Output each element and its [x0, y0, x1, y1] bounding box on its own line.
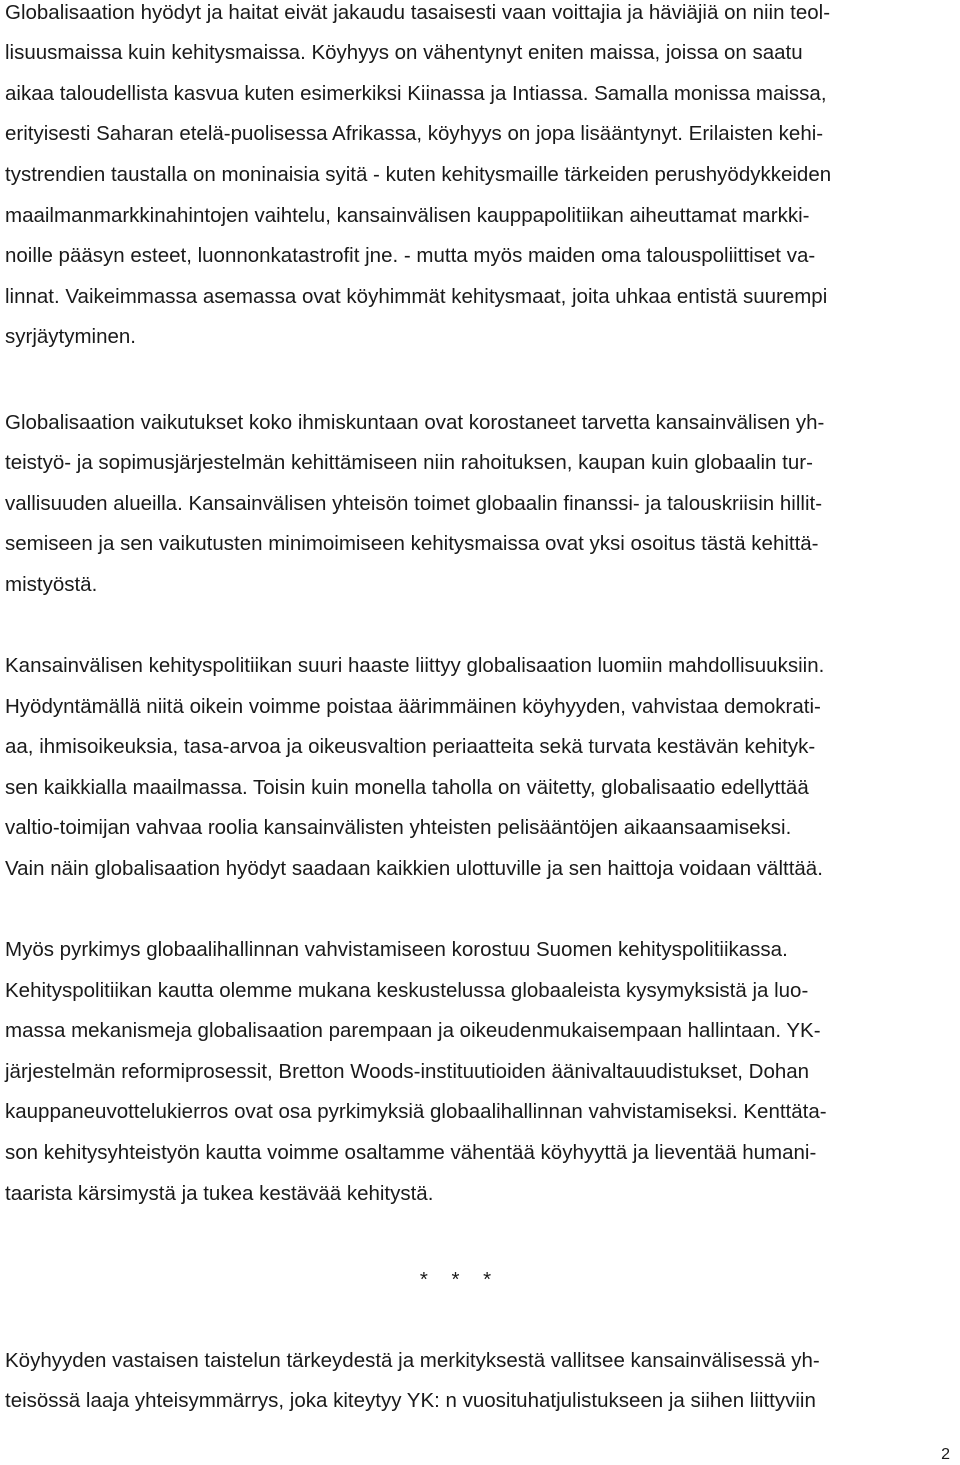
paragraph-3-line-6: Vain näin globalisaation hyödyt saadaan kaikkien ulottuville ja sen haittoja voidaan välttää. — [5, 857, 823, 880]
section-separator: * * * — [419, 1268, 501, 1291]
paragraph-1-line-4: erityisesti Saharan etelä-puolisessa Afrikassa, köyhyys on jopa lisääntynyt. Erilaisten kehi- — [5, 122, 824, 145]
paragraph-1-line-2: lisuusmaissa kuin kehitysmaissa. Köyhyys on vähentynyt eniten maissa, joissa on saatu — [5, 41, 803, 64]
paragraph-3-line-3: aa, ihmisoikeuksia, tasa-arvoa ja oikeusvaltion periaatteita sekä turvata kestävän kehityk- — [5, 735, 816, 758]
paragraph-2-line-1: Globalisaation vaikutukset koko ihmiskuntaan ovat korostaneet tarvetta kansainvälisen yh- — [5, 411, 825, 434]
paragraph-1-line-1: Globalisaation hyödyt ja haitat eivät jakaudu tasaisesti vaan voittajia ja häviäjiä on niin teol- — [5, 1, 831, 24]
paragraph-1-line-8: linnat. Vaikeimmassa asemassa ovat köyhimmät kehitysmaat, joita uhkaa entistä suurempi — [5, 285, 828, 308]
paragraph-1-line-7: noille pääsyn esteet, luonnonkatastrofit jne. - mutta myös maiden oma talouspoliittiset va- — [5, 244, 816, 267]
paragraph-3-line-4: sen kaikkialla maailmassa. Toisin kuin monella taholla on väitetty, globalisaatio edellyttää — [5, 776, 809, 799]
paragraph-2-line-5: mistyöstä. — [5, 573, 98, 596]
paragraph-4-line-1: Myös pyrkimys globaalihallinnan vahvistamiseen korostuu Suomen kehityspolitiikassa. — [5, 938, 788, 961]
paragraph-3-line-1: Kansainvälisen kehityspolitiikan suuri haaste liittyy globalisaation luomiin mahdollisuuksiin. — [5, 654, 825, 677]
paragraph-4-line-7: taarista kärsimystä ja tukea kestävää kehitystä. — [5, 1182, 434, 1205]
paragraph-2-line-3: vallisuuden alueilla. Kansainvälisen yhteisön toimet globaalin finanssi- ja talouskriisin hillit- — [5, 492, 823, 515]
page-number: 2 — [941, 1446, 950, 1463]
paragraph-1-line-5: tystrendien taustalla on moninaisia syitä - kuten kehitysmaille tärkeiden perushyödykkeiden — [5, 163, 832, 186]
final-paragraph-line-2: teisössä laaja yhteisymmärrys, joka kiteytyy YK: n vuosituhatjulistukseen ja siihen liittyviin — [5, 1389, 816, 1412]
paragraph-1-line-6: maailmanmarkkinahintojen vaihtelu, kansainvälisen kauppapolitiikan aiheuttamat markki- — [5, 204, 810, 227]
final-paragraph-line-1: Köyhyyden vastaisen taistelun tärkeydestä ja merkityksestä vallitsee kansainvälisessä yh- — [5, 1349, 820, 1372]
paragraph-4-line-2: Kehityspolitiikan kautta olemme mukana keskustelussa globaaleista kysymyksistä ja luo- — [5, 979, 809, 1002]
paragraph-2-line-2: teistyö- ja sopimusjärjestelmän kehittämiseen niin rahoituksen, kaupan kuin globaalin tur- — [5, 451, 813, 474]
paragraph-4-line-5: kauppaneuvottelukierros ovat osa pyrkimyksiä globaalihallinnan vahvistamiseksi. Kenttäta- — [5, 1100, 827, 1123]
paragraph-2-line-4: semiseen ja sen vaikutusten minimoimiseen kehitysmaissa ovat yksi osoitus tästä kehittä- — [5, 532, 819, 555]
paragraph-1-line-9: syrjäytyminen. — [5, 325, 137, 348]
paragraph-4-line-6: son kehitysyhteistyön kautta voimme osaltamme vähentää köyhyyttä ja lieventää humani- — [5, 1141, 817, 1164]
paragraph-4-line-3: massa mekanismeja globalisaation parempaan ja oikeudenmukaisempaan hallintaan. YK- — [5, 1019, 821, 1042]
paragraph-3-line-5: valtio-toimijan vahvaa roolia kansainvälisten yhteisten pelisääntöjen aikaansaamiseksi. — [5, 816, 792, 839]
paragraph-1-line-3: aikaa taloudellista kasvua kuten esimerkiksi Kiinassa ja Intiassa. Samalla monissa maissa, — [5, 82, 827, 105]
paragraph-3-line-2: Hyödyntämällä niitä oikein voimme poistaa äärimmäinen köyhyyden, vahvistaa demokrati- — [5, 695, 821, 718]
paragraph-4-line-4: järjestelmän reformiprosessit, Bretton Woods-instituutioiden äänivaltauudistukset, Dohan — [5, 1060, 810, 1083]
